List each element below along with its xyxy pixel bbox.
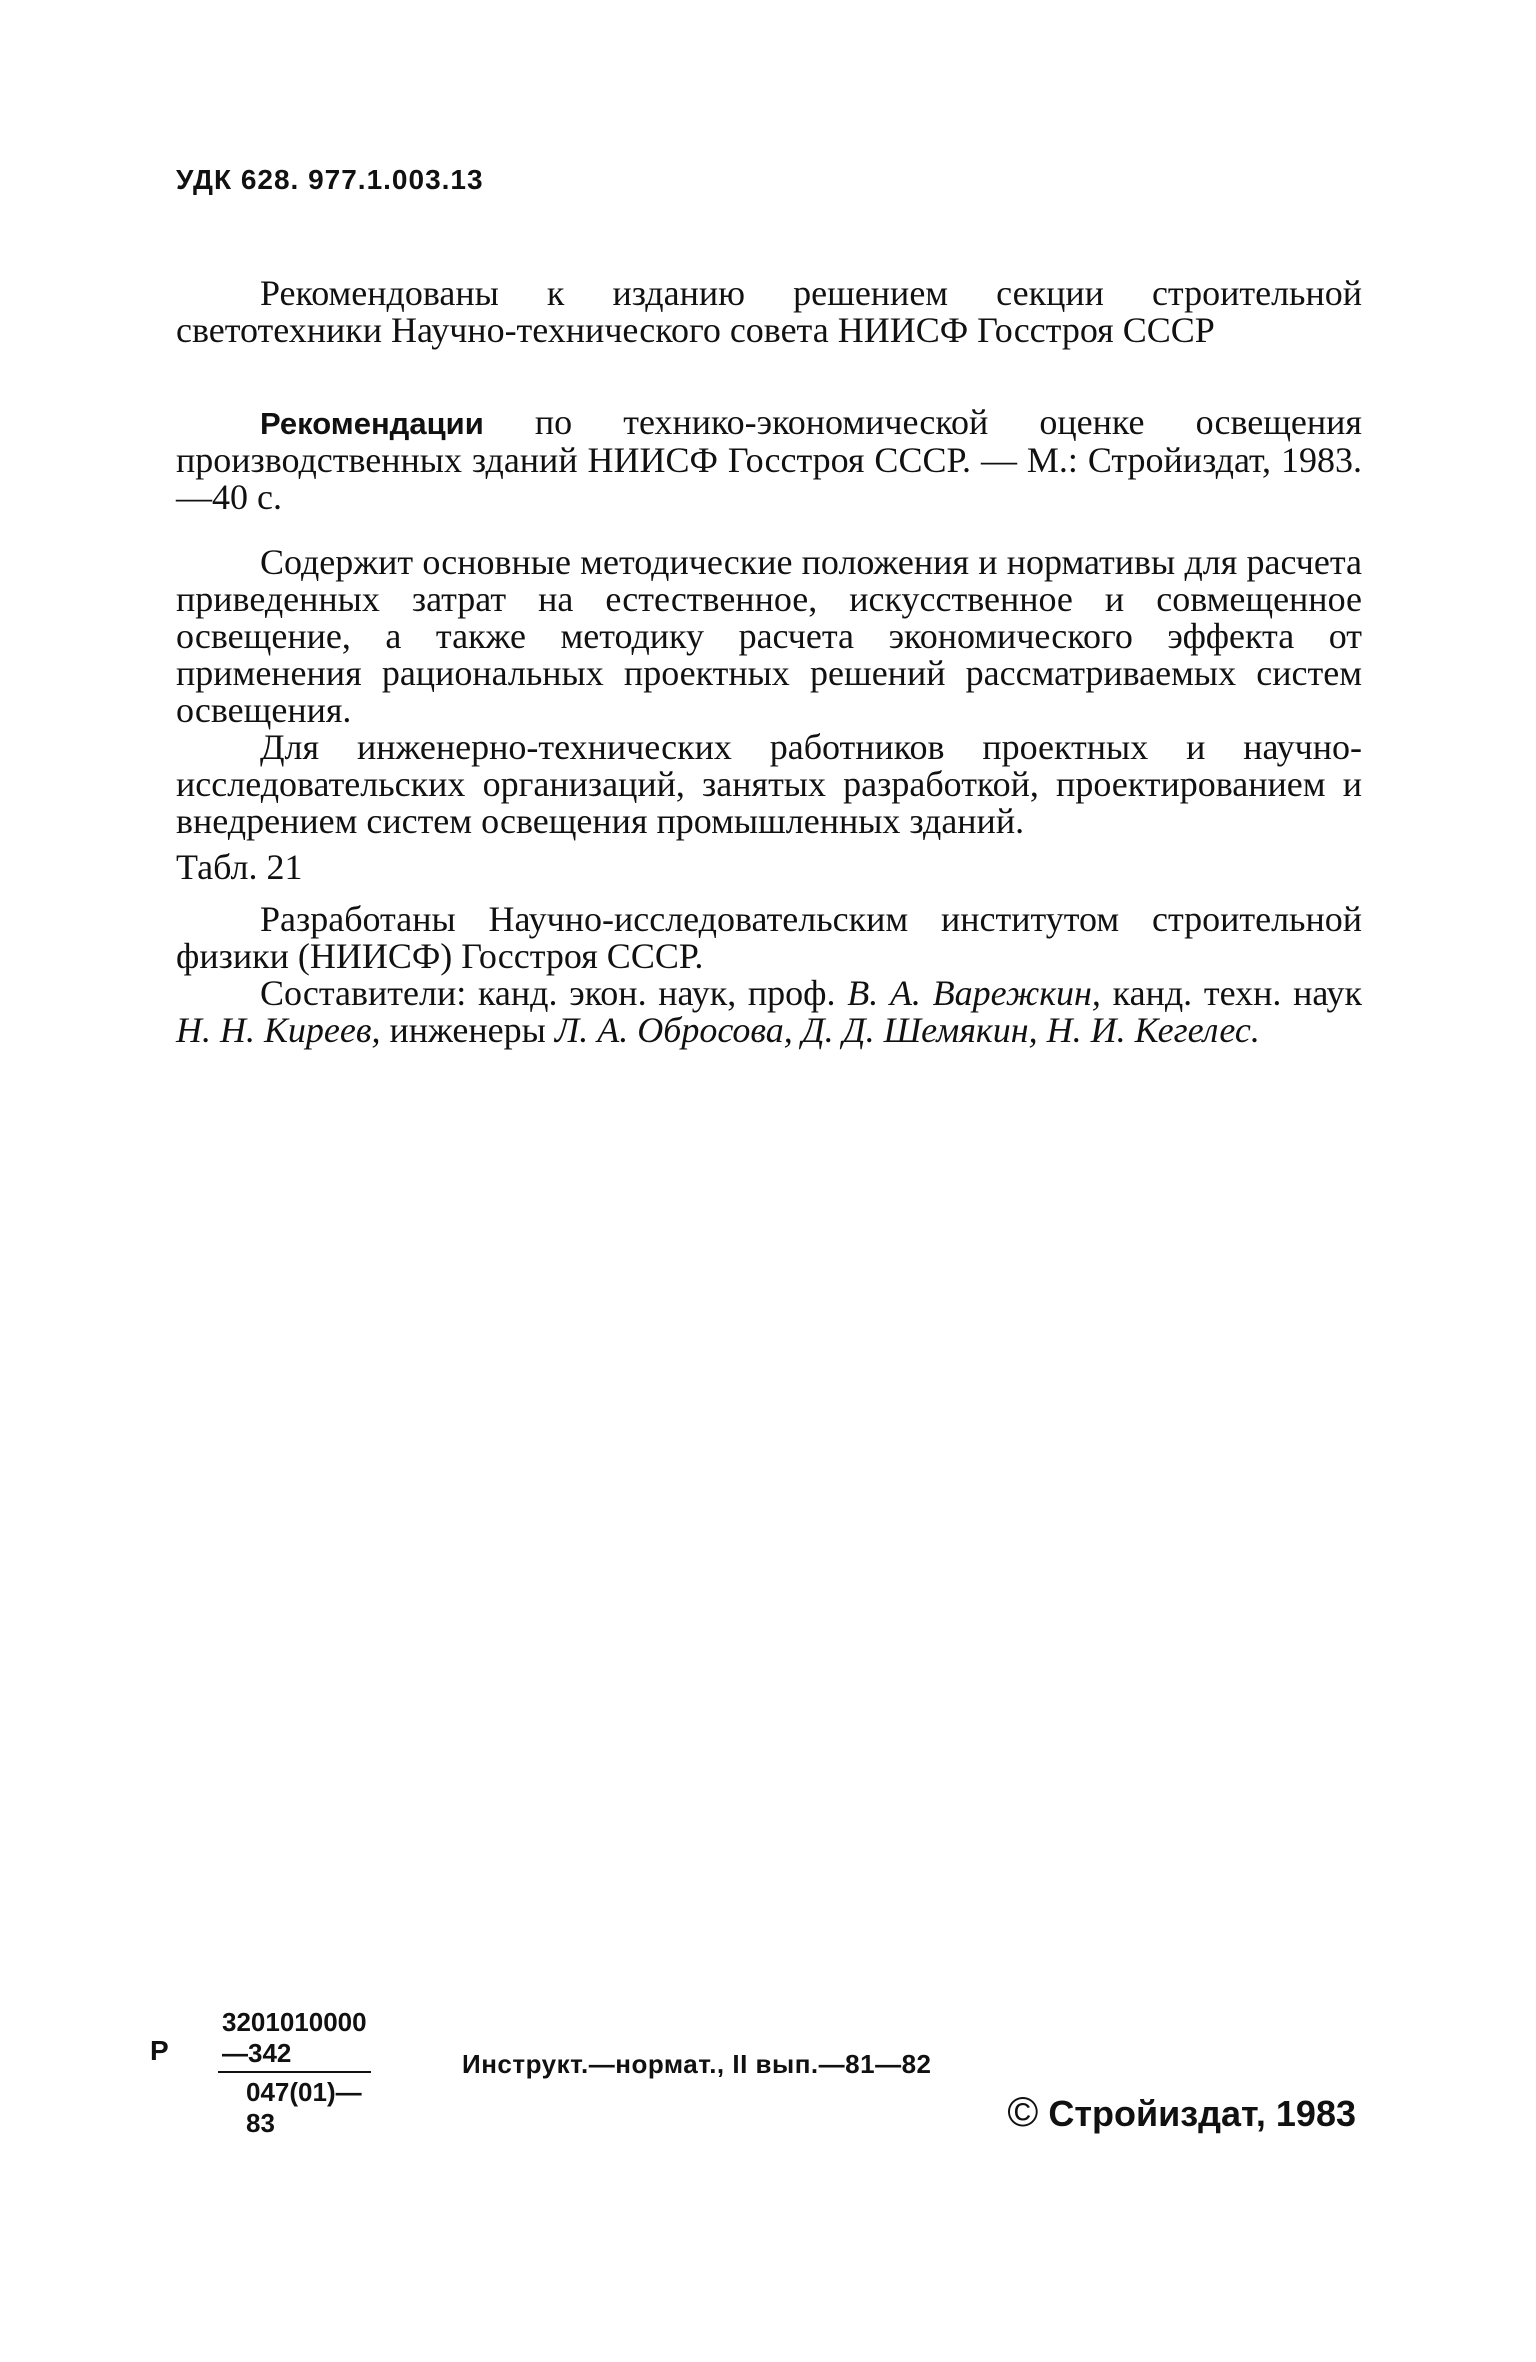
compiler-names-3: Л. А. Обросова, Д. Д. Шемякин, Н. И. Кегелес. (554, 1010, 1260, 1050)
compiler-name-1: В. А. Варежкин, (847, 973, 1101, 1013)
audience-text: Для инженерно-технических работников проектных и научно-исследовательских организаций, занятых разработкой, проектированием и внедрением систем освещения промышленных зданий. (176, 727, 1362, 841)
bibliography-text (176, 404, 1362, 516)
copyright-symbol: © (1007, 2088, 1039, 2135)
developed-by: Разработаны Научно-исследовательским институтом строительной физики (НИИСФ) Госстроя СССР. (176, 899, 1362, 976)
abstract-block (176, 544, 1362, 840)
compilers (176, 975, 1362, 1049)
copyright-text: Стройиздат, 1983 (1038, 2093, 1356, 2134)
compiler-name-2: Н. Н. Киреев, (176, 1010, 381, 1050)
bibliographic-entry (176, 404, 1362, 516)
imprint-denominator: 047(01)—83 (246, 2077, 362, 2138)
recommendation-text: Рекомендованы к изданию решением секции строительной светотехники Научно-технического совета НИИСФ Госстроя СССР (176, 273, 1362, 350)
imprint-series: Инструкт.—нормат., II вып.—81—82 (462, 2049, 932, 2079)
copyright-notice (1007, 2088, 1356, 2136)
imprint-fraction (218, 2007, 371, 2139)
tables-note: Табл. 21 (176, 847, 303, 887)
credits-block (176, 901, 1362, 1049)
compilers-mid-2: инженеры (380, 1010, 555, 1050)
abstract-text: Содержит основные методические положения и нормативы для расчета приведенных затрат на естественное, искусственное и совмещенное освещение, а также методику расчета экономического эффекта от применения рациональных проектных решений рассматриваемых систем освещения. (176, 542, 1362, 730)
tables-note-block (176, 849, 1362, 886)
bibliography-rest: по технико-экономической оценке освещения производственных зданий НИИСФ Госстроя СССР. — М.: Стройиздат, 1983.—40 с. (176, 402, 1362, 517)
recommendation-block (176, 275, 1362, 349)
compilers-lead: Составители: канд. экон. наук, проф. (260, 973, 848, 1013)
compilers-mid-1: канд. техн. наук (1100, 973, 1362, 1013)
imprint-letter: Р (150, 2035, 169, 2066)
imprint-numerator: 3201010000—342 (218, 2007, 371, 2073)
udc-code: УДК 628. 977.1.003.13 (176, 164, 484, 195)
bibliography-title: Рекомендации (260, 406, 484, 441)
